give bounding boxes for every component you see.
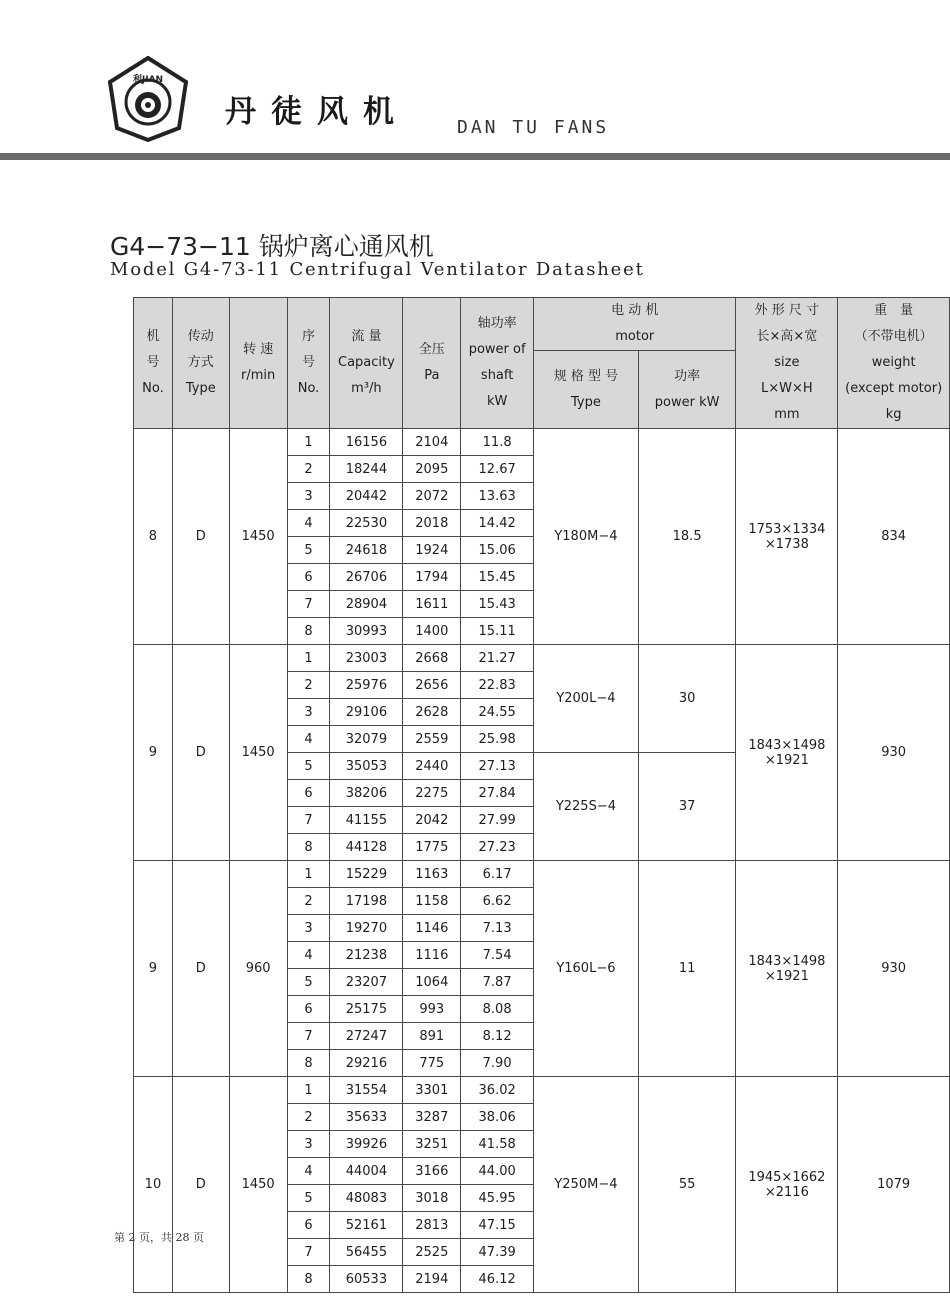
flow-cell: 39926 (330, 1131, 403, 1158)
motor-power-cell: 30 (638, 645, 736, 753)
pressure-cell: 2072 (403, 483, 461, 510)
flow-cell: 38206 (330, 780, 403, 807)
header-machine-no: 机 号 No. (134, 298, 173, 429)
header-divider (0, 153, 950, 160)
pressure-cell: 1924 (403, 537, 461, 564)
shaft-power-cell: 47.15 (461, 1212, 534, 1239)
shaft-power-cell: 21.27 (461, 645, 534, 672)
motor-power-cell: 11 (638, 861, 736, 1077)
shaft-power-cell: 45.95 (461, 1185, 534, 1212)
shaft-power-cell: 41.58 (461, 1131, 534, 1158)
table-row (134, 861, 950, 888)
flow-cell: 24618 (330, 537, 403, 564)
flow-cell: 22530 (330, 510, 403, 537)
pressure-cell: 3018 (403, 1185, 461, 1212)
shaft-power-cell: 7.54 (461, 942, 534, 969)
pressure-cell: 1775 (403, 834, 461, 861)
seq-cell: 1 (287, 645, 330, 672)
pressure-cell: 1611 (403, 591, 461, 618)
shaft-power-cell: 7.90 (461, 1050, 534, 1077)
shaft-power-cell: 15.06 (461, 537, 534, 564)
seq-cell: 4 (287, 942, 330, 969)
shaft-power-cell: 27.99 (461, 807, 534, 834)
flow-cell: 44004 (330, 1158, 403, 1185)
pressure-cell: 3287 (403, 1104, 461, 1131)
pressure-cell: 1400 (403, 618, 461, 645)
seq-cell: 2 (287, 456, 330, 483)
pressure-cell: 2525 (403, 1239, 461, 1266)
pressure-cell: 1163 (403, 861, 461, 888)
flow-cell: 17198 (330, 888, 403, 915)
flow-cell: 44128 (330, 834, 403, 861)
pressure-cell: 993 (403, 996, 461, 1023)
pressure-cell: 2018 (403, 510, 461, 537)
motor-power-cell: 18.5 (638, 429, 736, 645)
shaft-power-cell: 11.8 (461, 429, 534, 456)
seq-cell: 3 (287, 915, 330, 942)
flow-cell: 18244 (330, 456, 403, 483)
seq-cell: 4 (287, 510, 330, 537)
machine-no-cell: 9 (134, 645, 173, 861)
shaft-power-cell: 6.17 (461, 861, 534, 888)
header-seq: 序 号 No. (287, 298, 330, 429)
shaft-power-cell: 27.13 (461, 753, 534, 780)
flow-cell: 30993 (330, 618, 403, 645)
drive-cell: D (172, 861, 229, 1077)
pressure-cell: 1158 (403, 888, 461, 915)
shaft-power-cell: 27.84 (461, 780, 534, 807)
pressure-cell: 3251 (403, 1131, 461, 1158)
seq-cell: 8 (287, 1266, 330, 1293)
seq-cell: 7 (287, 591, 330, 618)
flow-cell: 16156 (330, 429, 403, 456)
flow-cell: 48083 (330, 1185, 403, 1212)
shaft-power-cell: 38.06 (461, 1104, 534, 1131)
table-row (134, 429, 950, 456)
pressure-cell: 1794 (403, 564, 461, 591)
datasheet-table (133, 297, 950, 1293)
pressure-cell: 2275 (403, 780, 461, 807)
pressure-cell: 2813 (403, 1212, 461, 1239)
seq-cell: 2 (287, 672, 330, 699)
seq-cell: 6 (287, 1212, 330, 1239)
flow-cell: 28904 (330, 591, 403, 618)
pressure-cell: 2042 (403, 807, 461, 834)
flow-cell: 32079 (330, 726, 403, 753)
shaft-power-cell: 12.67 (461, 456, 534, 483)
seq-cell: 8 (287, 618, 330, 645)
drive-cell: D (172, 1077, 229, 1293)
flow-cell: 26706 (330, 564, 403, 591)
pressure-cell: 3301 (403, 1077, 461, 1104)
flow-cell: 41155 (330, 807, 403, 834)
seq-cell: 7 (287, 1239, 330, 1266)
pressure-cell: 775 (403, 1050, 461, 1077)
shaft-power-cell: 46.12 (461, 1266, 534, 1293)
shaft-power-cell: 7.87 (461, 969, 534, 996)
pressure-cell: 1146 (403, 915, 461, 942)
header-shaft-power: 轴功率 power of shaft kW (461, 298, 534, 429)
drive-cell: D (172, 429, 229, 645)
motor-power-cell: 37 (638, 753, 736, 861)
size-cell: 1753×1334 ×1738 (736, 429, 838, 645)
seq-cell: 7 (287, 1023, 330, 1050)
weight-cell: 834 (838, 429, 950, 645)
seq-cell: 8 (287, 834, 330, 861)
motor-type-cell: Y250M−4 (534, 1077, 639, 1293)
pressure-cell: 2104 (403, 429, 461, 456)
speed-cell: 1450 (229, 429, 287, 645)
flow-cell: 56455 (330, 1239, 403, 1266)
shaft-power-cell: 8.12 (461, 1023, 534, 1050)
flow-cell: 23207 (330, 969, 403, 996)
header-motor-power: 功率 power kW (638, 351, 736, 429)
speed-cell: 1450 (229, 1077, 287, 1293)
seq-cell: 4 (287, 1158, 330, 1185)
weight-cell: 1079 (838, 1077, 950, 1293)
seq-cell: 4 (287, 726, 330, 753)
motor-power-cell: 55 (638, 1077, 736, 1293)
shaft-power-cell: 24.55 (461, 699, 534, 726)
pressure-cell: 2194 (403, 1266, 461, 1293)
shaft-power-cell: 47.39 (461, 1239, 534, 1266)
seq-cell: 5 (287, 1185, 330, 1212)
drive-cell: D (172, 645, 229, 861)
flow-cell: 35633 (330, 1104, 403, 1131)
size-cell: 1843×1498 ×1921 (736, 645, 838, 861)
flow-cell: 19270 (330, 915, 403, 942)
seq-cell: 3 (287, 1131, 330, 1158)
seq-cell: 6 (287, 996, 330, 1023)
motor-type-cell: Y160L−6 (534, 861, 639, 1077)
pressure-cell: 1064 (403, 969, 461, 996)
weight-cell: 930 (838, 645, 950, 861)
header-weight: 重 量 （不带电机） weight (except motor) kg (838, 298, 950, 429)
machine-no-cell: 9 (134, 861, 173, 1077)
size-cell: 1945×1662 ×2116 (736, 1077, 838, 1293)
page-title-cn: G4−73−11 锅炉离心通风机 (110, 232, 434, 261)
size-cell: 1843×1498 ×1921 (736, 861, 838, 1077)
page-footer: 第 2 页，共 28 页 (114, 1231, 204, 1244)
flow-cell: 29106 (330, 699, 403, 726)
flow-cell: 15229 (330, 861, 403, 888)
speed-cell: 960 (229, 861, 287, 1077)
flow-cell: 35053 (330, 753, 403, 780)
pressure-cell: 2656 (403, 672, 461, 699)
shaft-power-cell: 6.62 (461, 888, 534, 915)
flow-cell: 31554 (330, 1077, 403, 1104)
shaft-power-cell: 15.43 (461, 591, 534, 618)
header-size: 外 形 尺 寸 长×高×宽 size L×W×H mm (736, 298, 838, 429)
seq-cell: 6 (287, 564, 330, 591)
seq-cell: 2 (287, 1104, 330, 1131)
flow-cell: 60533 (330, 1266, 403, 1293)
pressure-cell: 2559 (403, 726, 461, 753)
machine-no-cell: 10 (134, 1077, 173, 1293)
flow-cell: 27247 (330, 1023, 403, 1050)
pressure-cell: 2440 (403, 753, 461, 780)
seq-cell: 1 (287, 861, 330, 888)
seq-cell: 6 (287, 780, 330, 807)
shaft-power-cell: 14.42 (461, 510, 534, 537)
company-logo (107, 56, 189, 142)
seq-cell: 5 (287, 537, 330, 564)
shaft-power-cell: 44.00 (461, 1158, 534, 1185)
pressure-cell: 1116 (403, 942, 461, 969)
shaft-power-cell: 13.63 (461, 483, 534, 510)
table-row (134, 1077, 950, 1104)
shaft-power-cell: 15.45 (461, 564, 534, 591)
pressure-cell: 3166 (403, 1158, 461, 1185)
flow-cell: 23003 (330, 645, 403, 672)
flow-cell: 29216 (330, 1050, 403, 1077)
header-pressure: 全压 Pa (403, 298, 461, 429)
seq-cell: 1 (287, 429, 330, 456)
header-motor: 电 动 机 motor (534, 298, 736, 351)
shaft-power-cell: 36.02 (461, 1077, 534, 1104)
pressure-cell: 2628 (403, 699, 461, 726)
machine-no-cell: 8 (134, 429, 173, 645)
flow-cell: 25175 (330, 996, 403, 1023)
seq-cell: 1 (287, 1077, 330, 1104)
weight-cell: 930 (838, 861, 950, 1077)
flow-cell: 25976 (330, 672, 403, 699)
header-flow: 流 量 Capacity m³/h (330, 298, 403, 429)
motor-type-cell: Y225S−4 (534, 753, 639, 861)
flow-cell: 20442 (330, 483, 403, 510)
speed-cell: 1450 (229, 645, 287, 861)
seq-cell: 3 (287, 699, 330, 726)
shaft-power-cell: 7.13 (461, 915, 534, 942)
logo-text: 利JIAN (132, 75, 164, 85)
shaft-power-cell: 27.23 (461, 834, 534, 861)
brand-name-cn: 丹徒风机 (225, 94, 409, 130)
pressure-cell: 891 (403, 1023, 461, 1050)
motor-type-cell: Y200L−4 (534, 645, 639, 753)
table-row (134, 645, 950, 672)
flow-cell: 52161 (330, 1212, 403, 1239)
brand-name-en: DAN TU FANS (457, 117, 610, 138)
seq-cell: 3 (287, 483, 330, 510)
seq-cell: 8 (287, 1050, 330, 1077)
header-motor-type: 规 格 型 号 Type (534, 351, 639, 429)
table-body (134, 429, 950, 1293)
page-title-en: Model G4-73-11 Centrifugal Ventilator Datasheet (110, 259, 645, 280)
header-speed: 转 速 r/min (229, 298, 287, 429)
seq-cell: 5 (287, 753, 330, 780)
pressure-cell: 2095 (403, 456, 461, 483)
shaft-power-cell: 15.11 (461, 618, 534, 645)
header-drive: 传动 方式 Type (172, 298, 229, 429)
pressure-cell: 2668 (403, 645, 461, 672)
motor-type-cell: Y180M−4 (534, 429, 639, 645)
seq-cell: 7 (287, 807, 330, 834)
seq-cell: 2 (287, 888, 330, 915)
seq-cell: 5 (287, 969, 330, 996)
shaft-power-cell: 8.08 (461, 996, 534, 1023)
shaft-power-cell: 25.98 (461, 726, 534, 753)
flow-cell: 21238 (330, 942, 403, 969)
shaft-power-cell: 22.83 (461, 672, 534, 699)
